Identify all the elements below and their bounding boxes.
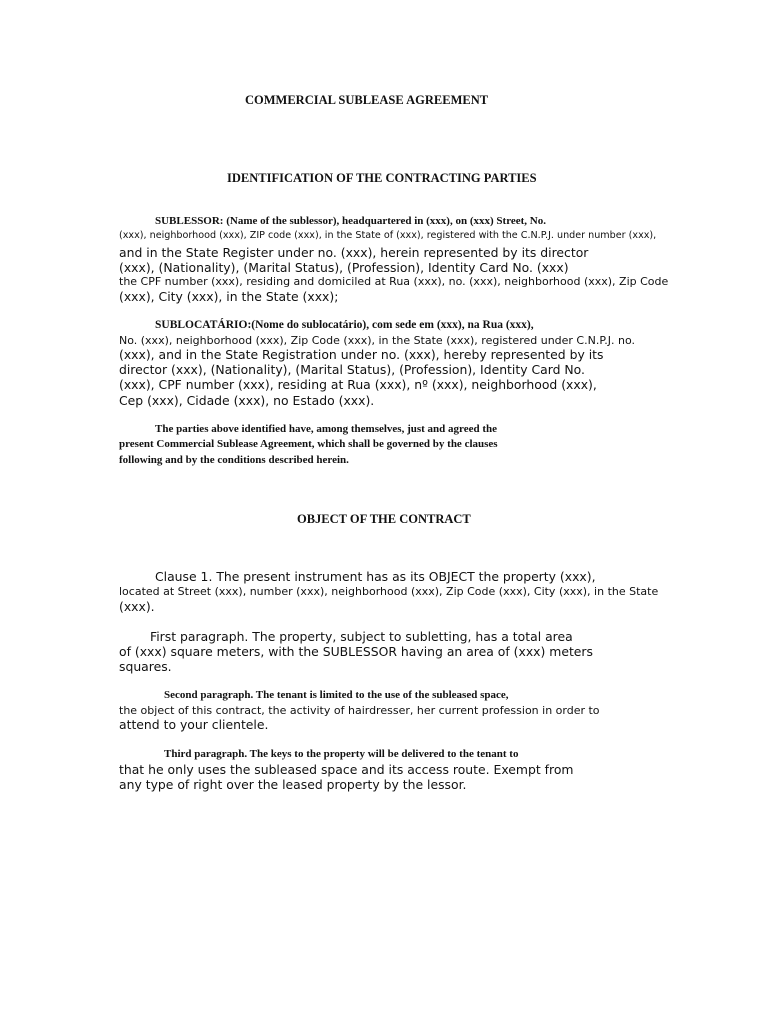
sublessor-line: (xxx), neighborhood (xxx), ZIP code (xxx), in the State of (xxx), registered with the C.N.P.J. under number (xxx), — [119, 230, 657, 241]
sublocatario-line: SUBLOCATÁRIO:(Nome do sublocatário), com sede em (xxx), na Rua (xxx), — [155, 319, 534, 331]
sublocatario-line: (xxx), and in the State Registration under no. (xxx), hereby represented by its — [119, 347, 604, 362]
sublocatario-line: (xxx), CPF number (xxx), residing at Rua (xxx), nº (xxx), neighborhood (xxx), — [119, 377, 597, 392]
document-title: COMMERCIAL SUBLEASE AGREEMENT — [245, 93, 489, 107]
third-paragraph-line: that he only uses the subleased space and its access route. Exempt from — [119, 762, 574, 777]
section-heading-identification: IDENTIFICATION OF THE CONTRACTING PARTIES — [227, 171, 537, 185]
clause-line: (xxx). — [119, 599, 155, 614]
third-paragraph-line: any type of right over the leased property by the lessor. — [119, 777, 467, 792]
first-paragraph-line: squares. — [119, 659, 172, 674]
third-paragraph-line: Third paragraph. The keys to the property will be delivered to the tenant to — [164, 748, 519, 760]
sublocatario-line: Cep (xxx), Cidade (xxx), no Estado (xxx). — [119, 393, 375, 408]
parties-line: The parties above identified have, among themselves, just and agreed the — [155, 423, 498, 435]
clause-line: located at Street (xxx), number (xxx), neighborhood (xxx), Zip Code (xxx), City (xxx), in the State — [119, 585, 659, 598]
first-paragraph-line: First paragraph. The property, subject to subletting, has a total area — [150, 629, 573, 644]
second-paragraph-line: the object of this contract, the activity of hairdresser, her current profession in order to — [119, 704, 600, 717]
clause-line: Clause 1. The present instrument has as its OBJECT the property (xxx), — [155, 569, 596, 584]
second-paragraph-line: attend to your clientele. — [119, 717, 269, 732]
parties-line: present Commercial Sublease Agreement, which shall be governed by the clauses — [119, 438, 498, 450]
sublocatario-line: director (xxx), (Nationality), (Marital Status), (Profession), Identity Card No. — [119, 362, 585, 377]
section-heading-object: OBJECT OF THE CONTRACT — [297, 512, 471, 526]
sublessor-line: SUBLESSOR: (Name of the sublessor), headquartered in (xxx), on (xxx) Street, No. — [155, 215, 547, 227]
parties-line: following and by the conditions described herein. — [119, 454, 349, 466]
sublocatario-line: No. (xxx), neighborhood (xxx), Zip Code (xxx), in the State (xxx), registered under C.N.P.J. no. — [119, 334, 635, 347]
first-paragraph-line: of (xxx) square meters, with the SUBLESSOR having an area of (xxx) meters — [119, 644, 593, 659]
sublessor-line: the CPF number (xxx), residing and domiciled at Rua (xxx), no. (xxx), neighborhood (xxx), Zip Code — [119, 275, 669, 288]
sublessor-line: (xxx), City (xxx), in the State (xxx); — [119, 289, 339, 304]
sublessor-line: and in the State Register under no. (xxx), herein represented by its director — [119, 245, 589, 260]
second-paragraph-line: Second paragraph. The tenant is limited to the use of the subleased space, — [164, 689, 509, 701]
sublessor-line: (xxx), (Nationality), (Marital Status), (Profession), Identity Card No. (xxx) — [119, 260, 569, 275]
